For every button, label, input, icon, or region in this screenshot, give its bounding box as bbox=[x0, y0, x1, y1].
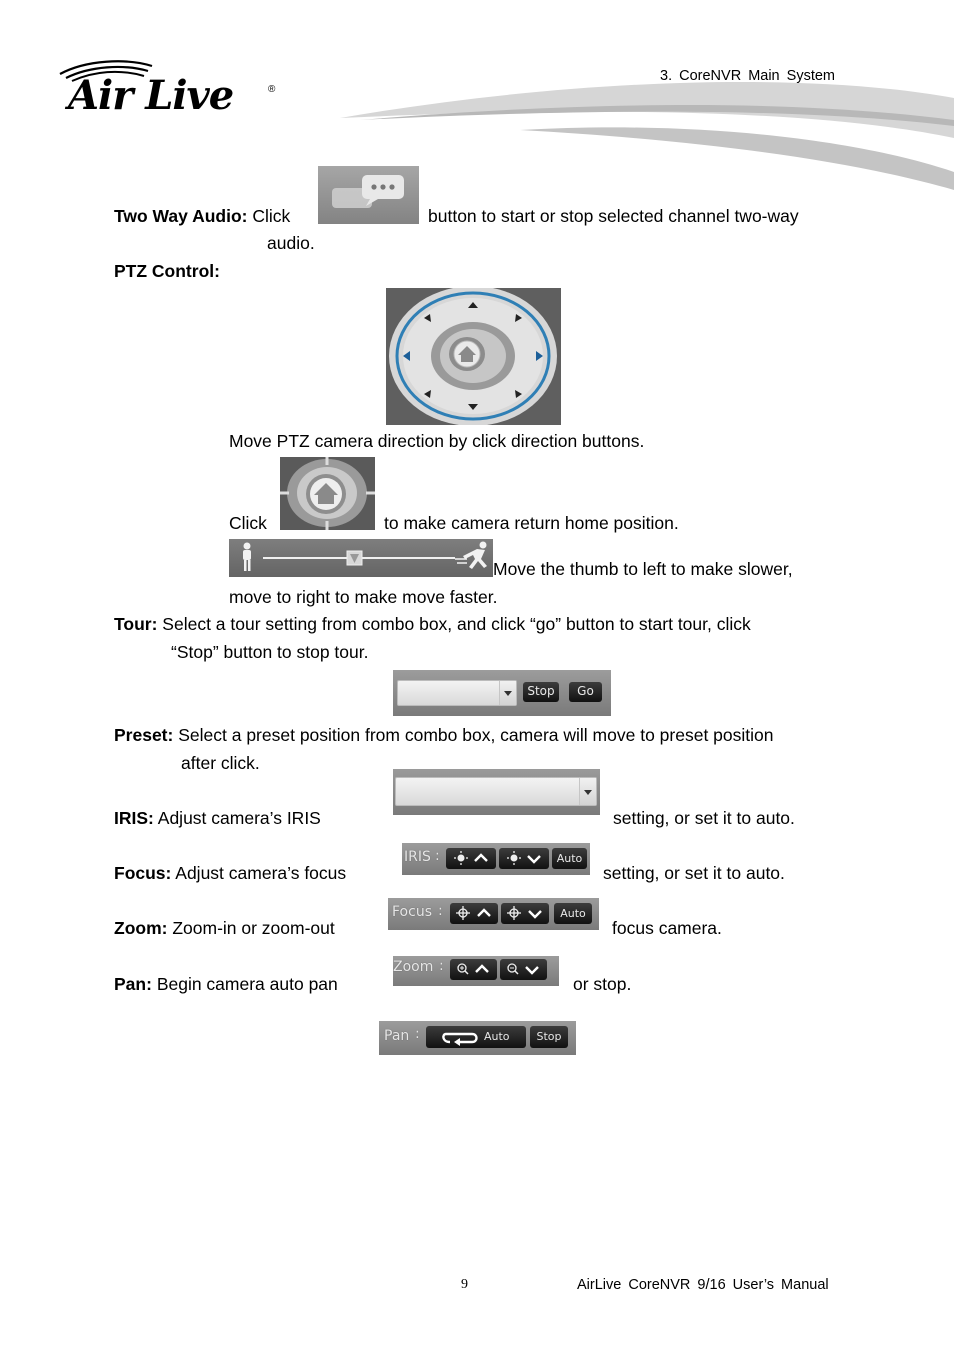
pan-line bbox=[114, 973, 338, 995]
iris-minus-down-icon bbox=[499, 848, 549, 869]
focus-far-button[interactable] bbox=[501, 903, 549, 924]
focus-line bbox=[114, 862, 346, 884]
combo-arrow-icon bbox=[579, 778, 596, 805]
two-way-audio-label: Two Way Audio: bbox=[114, 206, 248, 226]
pan-stop-button[interactable]: Stop bbox=[530, 1026, 568, 1048]
logo-text: Air Live bbox=[68, 72, 234, 119]
ptz-click-word: Click bbox=[229, 513, 267, 533]
focus-widget-label: Focus bbox=[392, 904, 432, 920]
two-way-audio-line bbox=[114, 205, 290, 227]
ptz-speed-text-cont: move to right to make move faster. bbox=[229, 587, 498, 607]
page-number: 9 bbox=[461, 1277, 468, 1292]
two-way-audio-text-cont: audio. bbox=[267, 233, 315, 253]
focus-text-before: Adjust camera’s focus bbox=[175, 863, 347, 883]
preset-text: Select a preset position from combo box, camera will move to preset position bbox=[178, 725, 774, 745]
tour-stop-button[interactable]: Stop bbox=[523, 682, 559, 702]
focus-auto-button[interactable]: Auto bbox=[554, 903, 592, 924]
iris-auto-button[interactable]: Auto bbox=[552, 848, 587, 869]
tour-text-cont: “Stop” button to stop tour. bbox=[171, 642, 369, 662]
pan-auto-label: Auto bbox=[484, 1030, 510, 1043]
chapter-title: 3. CoreNVR Main System bbox=[660, 68, 835, 84]
preset-combo-box[interactable] bbox=[395, 777, 597, 806]
iris-text-before: Adjust camera’s IRIS bbox=[157, 808, 321, 828]
pan-label: Pan: bbox=[114, 974, 152, 994]
ptz-direction-pad[interactable] bbox=[386, 288, 561, 425]
tour-combo-box[interactable] bbox=[397, 680, 517, 706]
combo-arrow-icon bbox=[499, 681, 516, 705]
ptz-home-text: to make camera return home position. bbox=[384, 513, 679, 533]
preset-label: Preset: bbox=[114, 725, 174, 745]
tour-text: Select a tour setting from combo box, and click “go” button to start tour, click bbox=[162, 614, 751, 634]
auto-pan-loop-icon bbox=[436, 1026, 482, 1048]
airlive-logo bbox=[56, 58, 286, 122]
tour-go-button[interactable]: Go bbox=[569, 682, 602, 702]
widget-colon: : bbox=[435, 848, 440, 864]
pan-text-after: or stop. bbox=[573, 974, 632, 994]
iris-widget-label: IRIS bbox=[404, 849, 431, 865]
iris-widget bbox=[402, 843, 590, 875]
tour-widget bbox=[393, 670, 611, 716]
logo-registered-mark: ® bbox=[268, 84, 276, 95]
zoom-label: Zoom: bbox=[114, 918, 168, 938]
focus-minus-down-icon bbox=[501, 903, 549, 924]
zoom-widget bbox=[393, 956, 559, 986]
zoom-out-icon bbox=[500, 959, 547, 980]
iris-text-after: setting, or set it to auto. bbox=[613, 808, 795, 828]
zoom-widget-label: Zoom bbox=[393, 959, 434, 975]
tour-label: Tour: bbox=[114, 614, 158, 634]
two-way-audio-text-before: Click bbox=[252, 206, 291, 226]
widget-colon: : bbox=[438, 903, 443, 919]
two-way-audio-icon[interactable] bbox=[318, 166, 419, 224]
zoom-in-icon bbox=[450, 959, 497, 980]
iris-close-button[interactable] bbox=[499, 848, 549, 869]
manual-title: AirLive CoreNVR 9/16 User’s Manual bbox=[577, 1277, 829, 1293]
focus-text-after: setting, or set it to auto. bbox=[603, 863, 785, 883]
pan-auto-button[interactable] bbox=[426, 1026, 526, 1048]
iris-label: IRIS: bbox=[114, 808, 154, 828]
ptz-move-text: Move PTZ camera direction by click direction buttons. bbox=[229, 431, 645, 451]
focus-label: Focus: bbox=[114, 863, 172, 883]
iris-line bbox=[114, 807, 321, 829]
zoom-text-before: Zoom-in or zoom-out bbox=[172, 918, 335, 938]
zoom-line bbox=[114, 917, 335, 939]
zoom-text-after: focus camera. bbox=[612, 918, 722, 938]
focus-widget bbox=[388, 898, 599, 930]
preset-text-cont: after click. bbox=[181, 753, 260, 773]
two-way-audio-text-after: button to start or stop selected channel two-way bbox=[428, 206, 799, 226]
pan-widget bbox=[379, 1021, 576, 1055]
ptz-home-icon[interactable] bbox=[280, 457, 375, 530]
iris-open-button[interactable] bbox=[446, 848, 496, 869]
pan-widget-label: Pan bbox=[384, 1028, 410, 1044]
widget-colon: : bbox=[415, 1026, 420, 1042]
preset-line bbox=[114, 724, 774, 746]
pan-text-before: Begin camera auto pan bbox=[156, 974, 338, 994]
ptz-speed-slider[interactable] bbox=[229, 539, 493, 577]
iris-plus-up-icon bbox=[446, 848, 496, 869]
tour-line bbox=[114, 613, 751, 635]
zoom-out-button[interactable] bbox=[500, 959, 547, 980]
zoom-in-button[interactable] bbox=[450, 959, 497, 980]
ptz-speed-text: Move the thumb to left to make slower, bbox=[493, 559, 793, 579]
preset-widget bbox=[393, 769, 600, 815]
focus-near-button[interactable] bbox=[450, 903, 498, 924]
ptz-control-label: PTZ Control: bbox=[114, 261, 220, 281]
widget-colon: : bbox=[439, 958, 444, 974]
focus-plus-up-icon bbox=[450, 903, 498, 924]
